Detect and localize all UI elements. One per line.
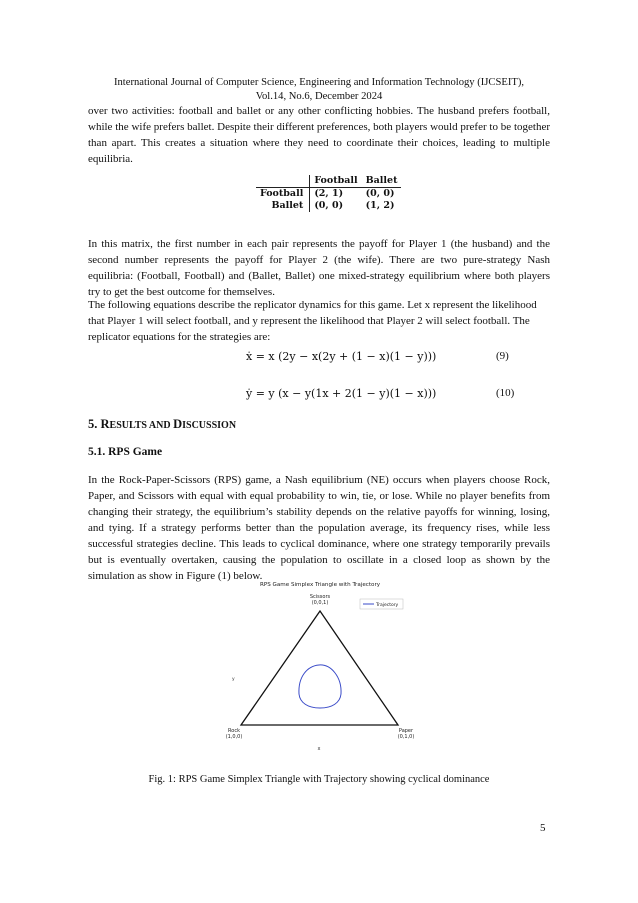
table-cell: (1, 2) <box>365 200 395 211</box>
matrix-paragraph: In this matrix, the first number in each pair represents the payoff for Player 1 (the husband) and the second number represents the payoff for Player 2 (the wife). There are two pure-strategy Nash equilibria: (Football, Football) and (Ballet, Ballet) one mixed-strategy equilibrium where both players try to get the best outcome for themselves. <box>88 238 550 298</box>
section-number: 5. <box>88 417 101 431</box>
table-corner <box>256 175 310 188</box>
row-header-football: Football <box>256 188 310 201</box>
trajectory-cycle <box>299 665 341 708</box>
section-title-initial2: D <box>173 417 183 431</box>
equation-number-10: (10) <box>496 387 515 399</box>
x-axis-label: x <box>317 746 321 752</box>
table-cell: (0, 0) <box>314 200 344 211</box>
figure-title: RPS Game Simplex Triangle with Trajectory <box>259 582 381 588</box>
journal-header-line1: International Journal of Computer Science, Engineering and Information Technology (IJCSEIT), <box>113 77 525 88</box>
section-title-part2: ISCUSSION <box>182 420 237 431</box>
vertex-label-scissors: Scissors <box>309 594 331 600</box>
journal-header-line2: Vol.14, No.6, December 2024 <box>255 91 383 102</box>
vertex-coords-scissors: (0,0,1) <box>311 600 329 606</box>
vertex-coords-rock: (1,0,0) <box>225 734 243 740</box>
section-heading <box>88 417 236 432</box>
equation-10: ẏ = y (x − y(1x + 2(1 − y)(1 − x))) <box>246 387 437 400</box>
replicator-paragraph: The following equations describe the replicator dynamics for this game. Let x represent the likelihood that Player 1 will select football, and y represent the likelihood that Player 2 will select football. The replicator equations for the strategies are: <box>88 299 537 343</box>
section-title-part1: ESULTS AND <box>109 420 174 431</box>
equation-number-9: (9) <box>496 350 509 362</box>
col-header-football: Football <box>310 175 362 188</box>
table-row <box>256 188 401 201</box>
y-axis-label: y <box>232 677 235 682</box>
section-title-initial: R <box>100 417 110 431</box>
intro-paragraph: over two activities: football and ballet or any other conflicting hobbies. The husband prefers football, while the wife prefers ballet. Despite their different preferences, both players would prefer to be together than apart. This creates a situation where they need to coordinate their choices, leading to multiple equilibria. <box>88 105 550 165</box>
subsection-heading: 5.1. RPS Game <box>88 446 163 458</box>
table-cell: (2, 1) <box>314 188 344 199</box>
legend-label: Trajectory <box>376 603 399 608</box>
vertex-label-paper: Paper <box>398 728 414 734</box>
vertex-coords-paper: (0,1,0) <box>397 734 415 740</box>
page-number: 5 <box>540 822 546 834</box>
rps-simplex-figure <box>210 578 430 758</box>
equation-9: ẋ = x (2y − x(2y + (1 − x)(1 − y))) <box>246 350 437 363</box>
table-row <box>256 200 401 212</box>
col-header-ballet: Ballet <box>362 175 402 188</box>
figure-caption: Fig. 1: RPS Game Simplex Triangle with Trajectory showing cyclical dominance <box>148 774 490 785</box>
payoff-table <box>256 175 401 212</box>
table-cell: (0, 0) <box>365 188 395 199</box>
vertex-label-rock: Rock <box>228 728 240 734</box>
row-header-ballet: Ballet <box>256 200 310 212</box>
rps-paragraph: In the Rock-Paper-Scissors (RPS) game, a Nash equilibrium (NE) occurs when players choose Rock, Paper, and Scissors with equal with equal probability to win, tie, or lose. While no player benefits from changing their strategy, the equilibrium’s stability depends on the relative payoffs for winning, losing, and tying. If a strategy performs better than the population average, its frequency rises, while less successful strategies decline. This leads to cyclical dominance, where one strategy temporarily prevails but is eventually overtaken, causing the population to oscillate in a closed loop as shown by the simulation as show in Figure (1) below. <box>88 474 550 582</box>
